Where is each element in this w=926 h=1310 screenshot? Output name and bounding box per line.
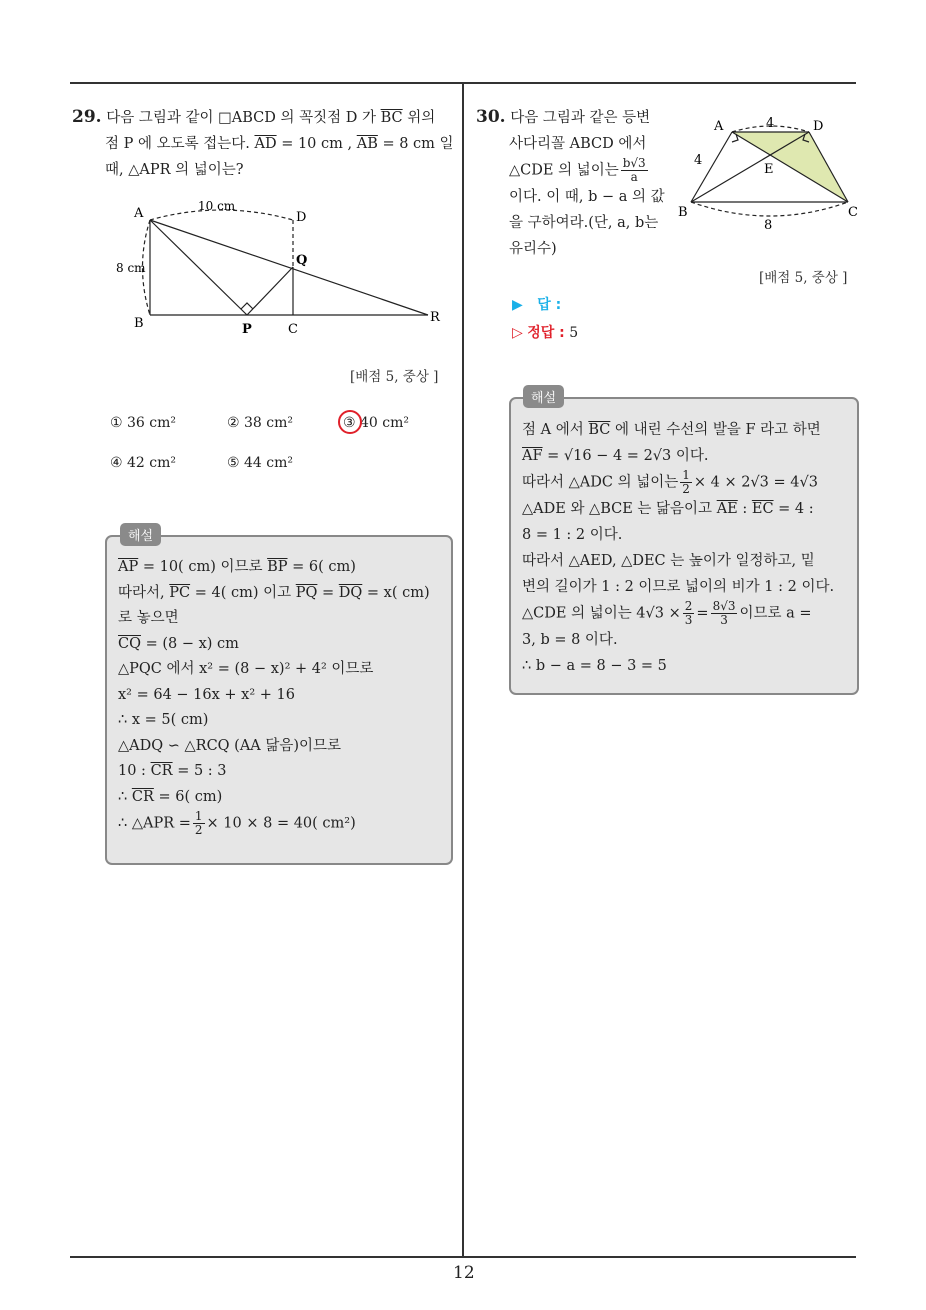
label-D: D: [296, 210, 307, 225]
question-number: 29.: [72, 107, 102, 127]
score-30: [배점 5, 중상 ]: [759, 270, 848, 286]
solution-label-29: 해설: [120, 523, 161, 546]
choice-5[interactable]: ⑤ 44 cm²: [227, 455, 293, 471]
choice-4[interactable]: ④ 42 cm²: [110, 455, 176, 471]
svg-text:C: C: [848, 205, 858, 220]
svg-text:4: 4: [694, 153, 703, 168]
figure-29: [110, 195, 450, 345]
svg-text:4: 4: [766, 116, 775, 131]
choice-1[interactable]: ① 36 cm²: [110, 415, 176, 431]
question-30-stem: 30. 다음 그림과 같은 등변 사다리꼴 ABCD 에서 △CDE 의 넓이는 $\frac{b√3}{a}$ 이다. 이 때, b − a 의 값 을 구하여라.(단, a, b는 유리수): [476, 107, 665, 257]
svg-text:8: 8: [764, 218, 773, 233]
column-divider: [462, 82, 464, 1257]
figure-30: [676, 112, 866, 237]
question-number: 30.: [476, 107, 506, 127]
score-29: [배점 5, 중상 ]: [350, 369, 439, 385]
choice-2[interactable]: ② 38 cm²: [227, 415, 293, 431]
svg-text:D: D: [813, 119, 824, 134]
label-side: 8 cm: [116, 261, 146, 275]
page-number: 12: [453, 1263, 475, 1283]
svg-text:A: A: [714, 119, 724, 134]
outline-play-icon: ▷: [512, 325, 523, 341]
choice-3[interactable]: ③ 40 cm²: [343, 415, 409, 431]
label-P: P: [242, 322, 252, 337]
solution-label-30: 해설: [523, 385, 564, 408]
correct-answer-row: ▷ 정답 : 5: [512, 325, 579, 341]
answer-row: ▶ 답 :: [512, 297, 562, 313]
answer-circle-icon: [335, 407, 365, 437]
solution-30-text: 점 A 에서 $\overline{BC}$ 에 내린 수선의 발을 F 라고 하면 $\overline{AF} = √16 - 4 = 2√3$ 이다. 따라서 △ADC 의 넓이는 $\frac{1}{2}$ × 4 × 2√3 = 4√3 △ADE 와 △BCE 는 닮음이고 $\overline{AE}$ : $\overline{EC} = 4$ : 8 = 1 : 2 이다. 따라서 △AED, △DEC 는 높이가 일정하고, 밑 변의 길이가 1 : 2 이므로 넓이의 비가 1 : 2 이다. △CDE 의 넓이는 4√3 × $\frac{2}{3}$ = $\frac{8√3}{3}$ 이므로 a = 3, b = 8 이다. ∴ b − a = 8 − 3 = 5: [522, 422, 835, 674]
bottom-rule: [70, 1256, 856, 1258]
label-B: B: [134, 316, 144, 331]
label-top: 10 cm: [198, 199, 236, 213]
solution-box-29: [105, 535, 453, 865]
solution-29-text: $\overline{AP} = 10$( cm) 이므로 $\overline{BP} = 6$( cm) 따라서, $\overline{PC} = 4$( cm) 이고 $\overline{PQ} = \overline{DQ} = x$( cm) 로 놓으면 $\overline{CQ} = (8 - x)$ cm △PQC 에서 x² = (8 − x)² + 4² 이므로 x² = 64 − 16x + x² + 16 ∴ x = 5( cm) △ADQ ∽ △RCQ (AA 닮음)이므로 10 : $\overline{CR} = 5$ : 3 ∴ $\overline{CR} = 6$( cm) ∴ △APR = $\frac{1}{2}$ × 10 × 8 = 40( cm²): [118, 559, 430, 837]
label-A: A: [134, 206, 144, 221]
svg-text:E: E: [764, 162, 774, 177]
label-Q: Q: [296, 253, 308, 268]
question-29-stem: 29. 다음 그림과 같이 □ABCD 의 꼭짓점 D 가 $\overline{BC}$ 위의 점 P 에 오도록 접는다. $\overline{AD} = 10$ cm , $\overline{AB} = 8$ cm 일 때, △APR 의 넓이는?: [72, 107, 454, 178]
solution-box-30: [509, 397, 859, 695]
svg-text:B: B: [678, 205, 688, 220]
label-R: R: [430, 310, 440, 325]
label-C: C: [288, 322, 298, 337]
play-marker-icon: ▶: [512, 297, 523, 313]
